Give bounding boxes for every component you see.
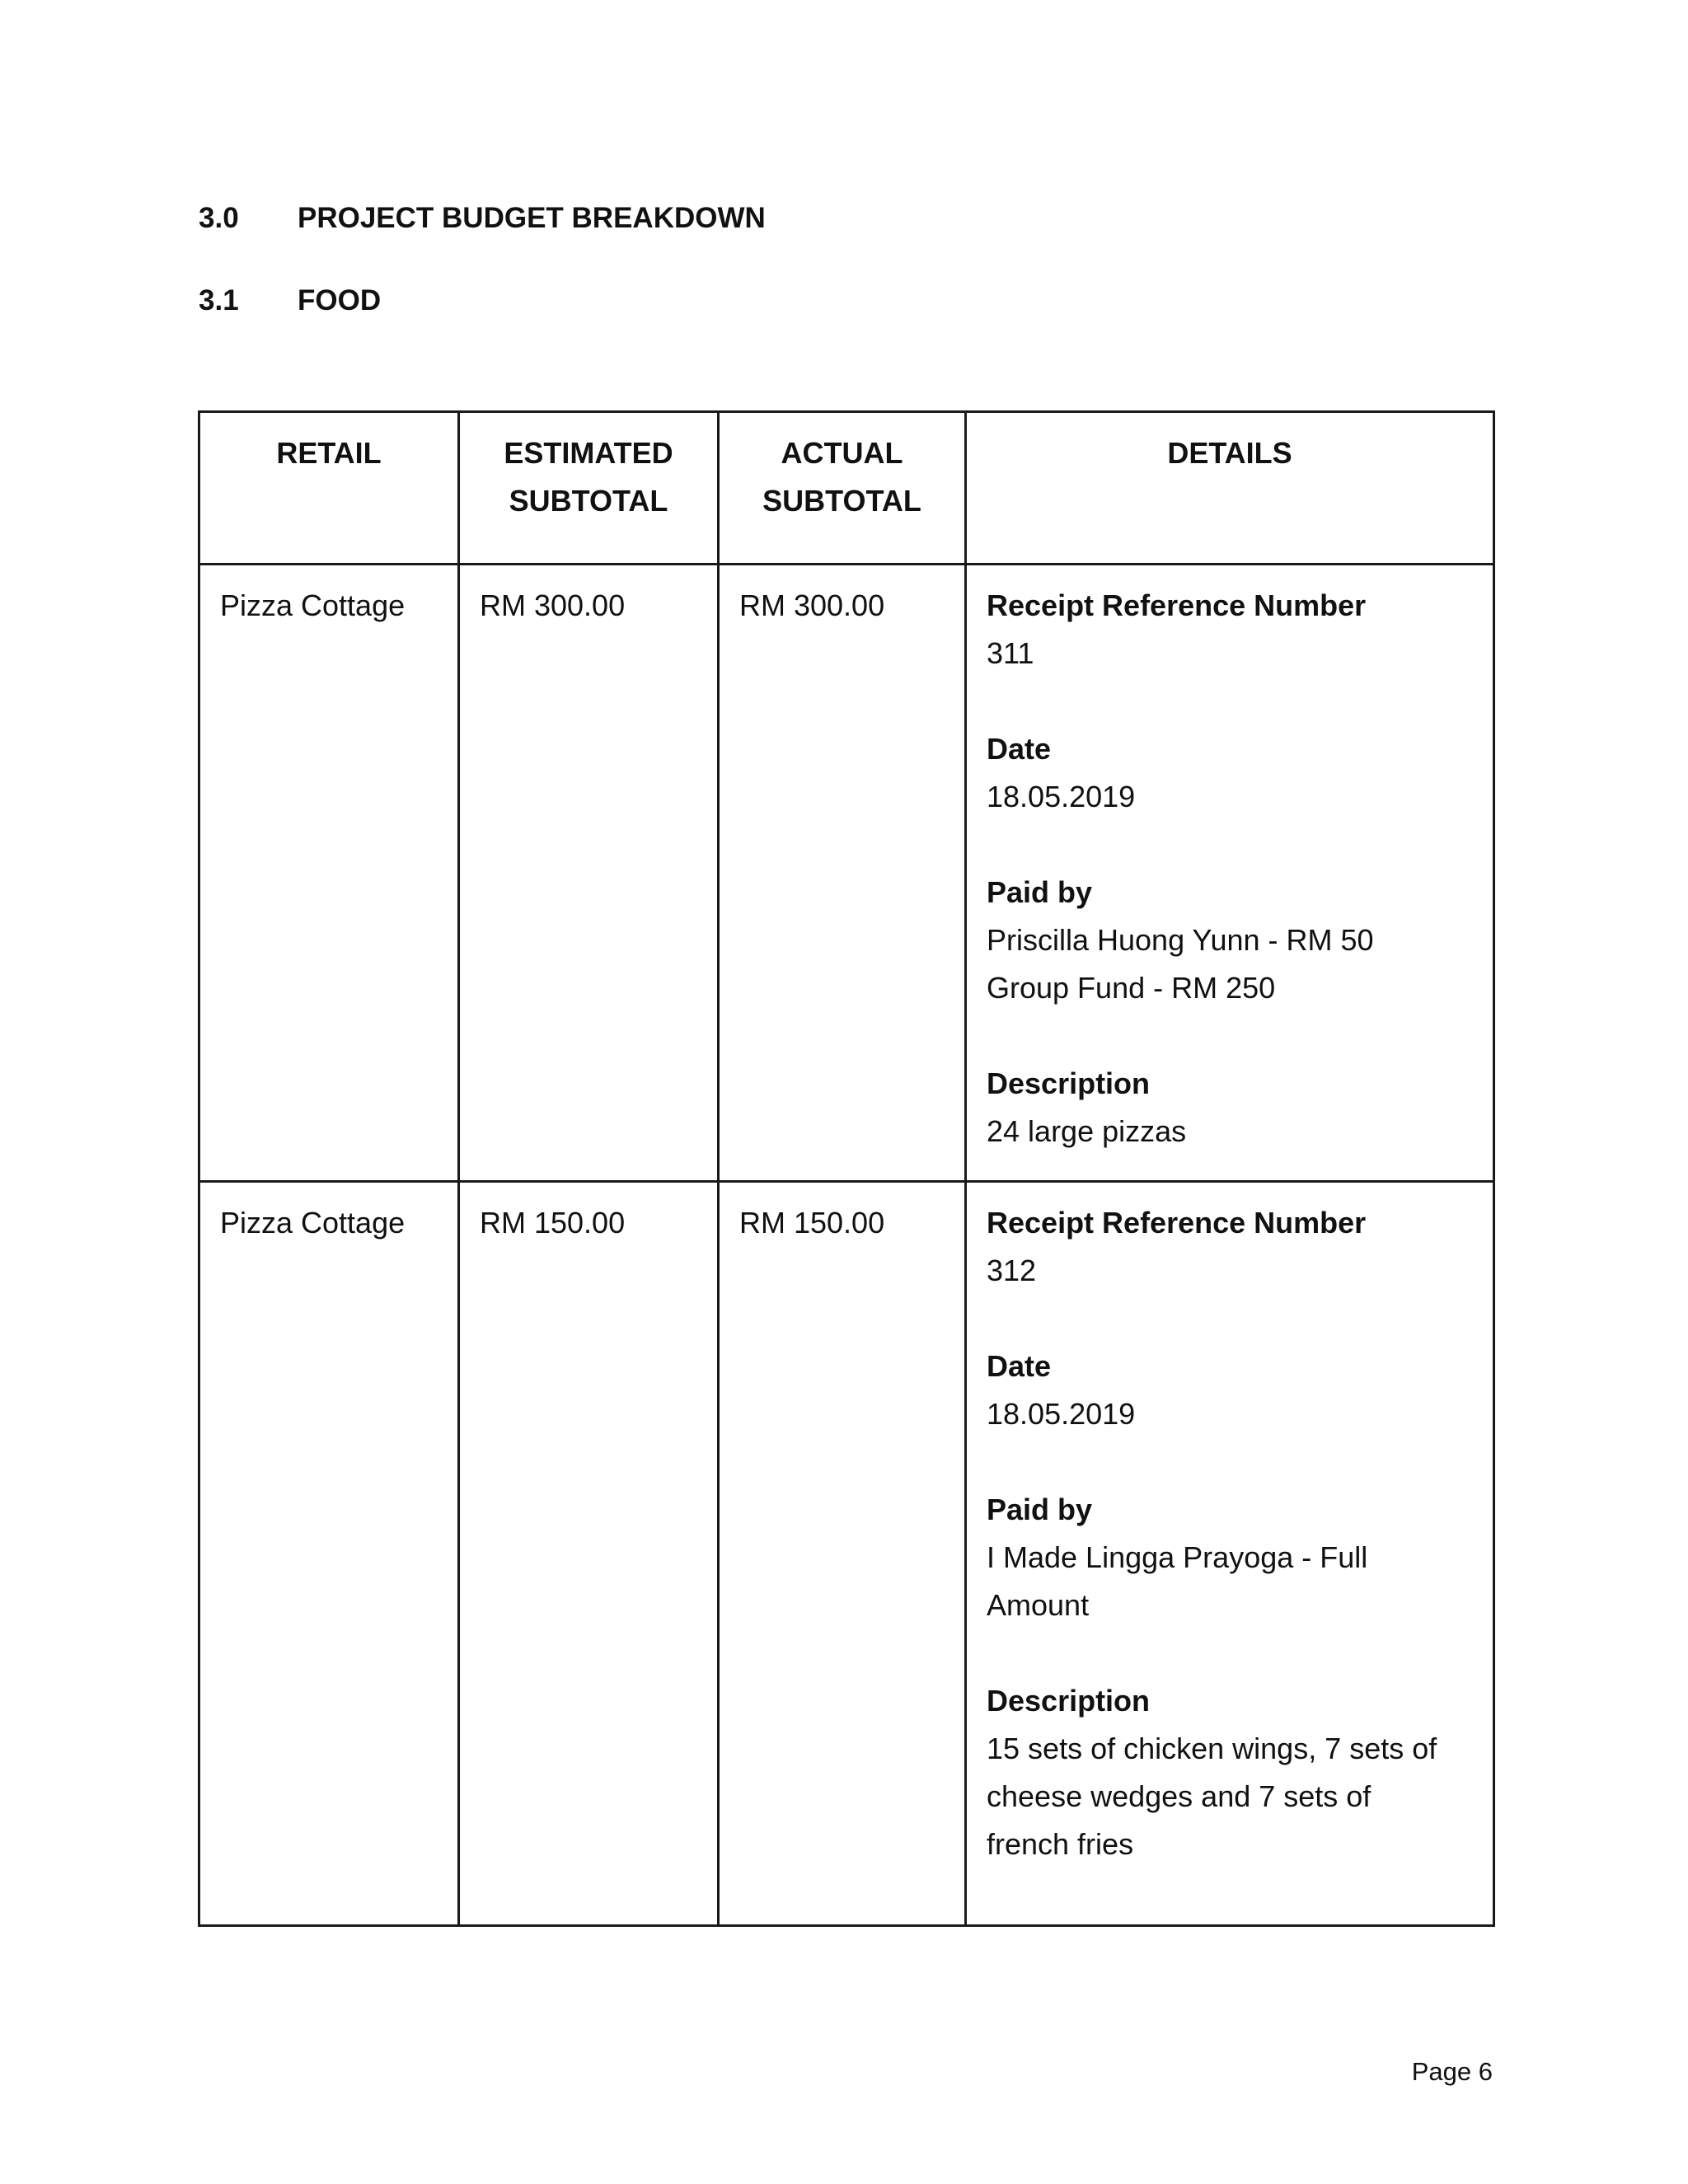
paid-by-block bbox=[987, 1486, 1473, 1629]
date-block bbox=[987, 1343, 1473, 1438]
table-row bbox=[199, 1182, 1494, 1926]
cell-retail: Pizza Cottage bbox=[199, 1182, 459, 1926]
paid-by-line: Group Fund - RM 250 bbox=[987, 971, 1276, 1005]
description-line: french fries bbox=[987, 1827, 1134, 1861]
description-value: 24 large pizzas bbox=[987, 1114, 1187, 1148]
receipt-label: Receipt Reference Number bbox=[987, 1206, 1367, 1240]
receipt-block bbox=[987, 1199, 1473, 1295]
subsection-title: FOOD bbox=[298, 284, 382, 316]
section-heading bbox=[199, 202, 766, 235]
cell-actual: RM 300.00 bbox=[719, 565, 966, 1182]
header-estimated-subtotal: ESTIMATED SUBTOTAL bbox=[459, 412, 719, 565]
receipt-label: Receipt Reference Number bbox=[987, 588, 1367, 622]
paid-by-line: I Made Lingga Prayoga - Full bbox=[987, 1540, 1368, 1574]
paid-by-line: Amount bbox=[987, 1588, 1090, 1622]
paid-by-line: Priscilla Huong Yunn - RM 50 bbox=[987, 923, 1374, 957]
cell-estimated: RM 300.00 bbox=[459, 565, 719, 1182]
table-header-row bbox=[199, 412, 1494, 565]
cell-retail: Pizza Cottage bbox=[199, 565, 459, 1182]
cell-details bbox=[966, 1182, 1494, 1926]
cell-actual: RM 150.00 bbox=[719, 1182, 966, 1926]
date-value: 18.05.2019 bbox=[987, 780, 1136, 813]
cell-estimated: RM 150.00 bbox=[459, 1182, 719, 1926]
description-line: 15 sets of chicken wings, 7 sets of bbox=[987, 1732, 1437, 1765]
receipt-block bbox=[987, 582, 1473, 677]
description-block bbox=[987, 1060, 1473, 1155]
date-value: 18.05.2019 bbox=[987, 1397, 1136, 1431]
date-label: Date bbox=[987, 1349, 1052, 1383]
table-row bbox=[199, 565, 1494, 1182]
section-number: 3.0 bbox=[199, 202, 239, 234]
budget-table bbox=[198, 410, 1495, 1927]
description-label: Description bbox=[987, 1066, 1151, 1100]
receipt-value: 311 bbox=[987, 636, 1034, 670]
subsection-heading bbox=[199, 284, 381, 317]
page-number: Page 6 bbox=[1411, 2057, 1493, 2086]
paid-by-label: Paid by bbox=[987, 875, 1093, 909]
header-details: DETAILS bbox=[966, 412, 1494, 565]
header-retail: RETAIL bbox=[199, 412, 459, 565]
section-title: PROJECT BUDGET BREAKDOWN bbox=[298, 202, 766, 234]
subsection-number: 3.1 bbox=[199, 284, 239, 316]
description-line: cheese wedges and 7 sets of bbox=[987, 1779, 1372, 1813]
header-actual-subtotal: ACTUAL SUBTOTAL bbox=[719, 412, 966, 565]
paid-by-label: Paid by bbox=[987, 1493, 1093, 1526]
description-label: Description bbox=[987, 1684, 1151, 1718]
paid-by-block bbox=[987, 869, 1473, 1012]
date-label: Date bbox=[987, 732, 1052, 766]
receipt-value: 312 bbox=[987, 1254, 1037, 1287]
cell-details bbox=[966, 565, 1494, 1182]
description-block bbox=[987, 1677, 1473, 1868]
date-block bbox=[987, 725, 1473, 821]
